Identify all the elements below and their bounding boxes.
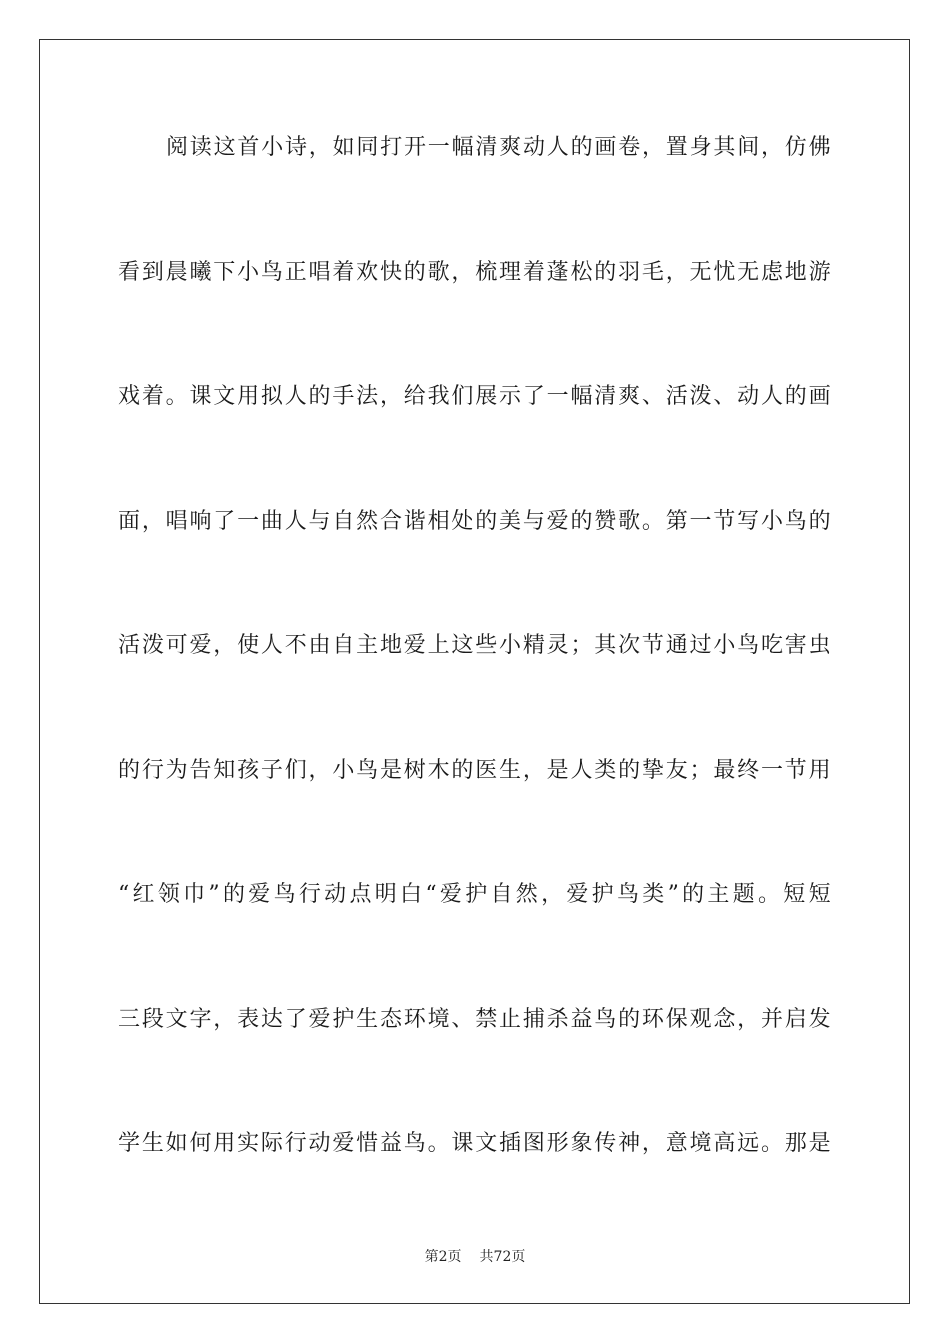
page-total: 共72页 — [479, 1249, 526, 1265]
text-line-8: 三段文字，表达了爱护生态环境、禁止捕杀益鸟的环保观念，并启发 — [118, 1006, 832, 1032]
text-line-5: 活泼可爱，使人不由自主地爱上这些小精灵；其次节通过小鸟吃害虫 — [118, 633, 832, 658]
text-line-7: “红领巾”的爱鸟行动点明白“爱护自然，爱护鸟类”的主题。短短 — [118, 882, 832, 907]
text-line-2: 看到晨曦下小鸟正唱着欢快的歌，梳理着蓬松的羽毛，无忧无虑地游 — [118, 259, 832, 285]
body-text — [118, 128, 832, 1249]
text-line-4: 面，唱响了一曲人与自然合谐相处的美与爱的赞歌。第一节写小鸟的 — [118, 508, 832, 534]
text-line-6: 的行为告知孩子们，小鸟是树木的医生，是人类的挚友；最终一节用 — [118, 757, 832, 783]
text-line-1: 阅读这首小诗，如同打开一幅清爽动人的画卷，置身其间，仿佛 — [166, 135, 832, 160]
page-footer — [0, 1246, 950, 1266]
text-line-9: 学生如何用实际行动爱惜益鸟。课文插图形象传神，意境高远。那是 — [118, 1131, 832, 1156]
text-line-3: 戏着。课文用拟人的手法，给我们展示了一幅清爽、活泼、动人的画 — [118, 384, 832, 409]
page-number: 第2页 — [424, 1249, 462, 1265]
